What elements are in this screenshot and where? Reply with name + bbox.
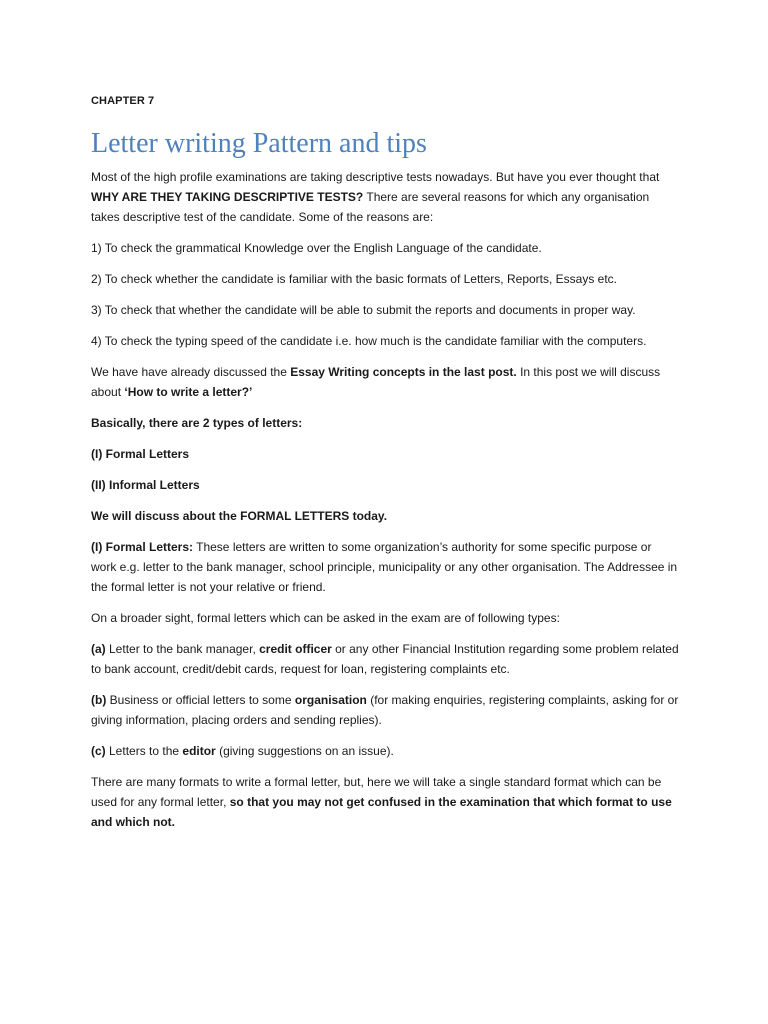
type-formal: [91, 444, 679, 464]
essay-text-1: We have have already discussed the: [91, 365, 291, 379]
reason-item-4: 4) To check the typing speed of the candidate i.e. how much is the candidate familiar with the computers.: [91, 334, 647, 348]
essay-text-2: In this post we will discuss about: [91, 365, 661, 399]
item-c-bold: editor: [182, 744, 216, 758]
item-a-marker: (a): [91, 642, 106, 656]
broader-paragraph: On a broader sight, formal letters which can be asked in the exam are of following types:: [91, 611, 560, 625]
item-c-text-2: (giving suggestions on an issue).: [215, 744, 394, 758]
item-b-text-2: (for making enquiries, registering complaints, asking for or giving information, placing orders and sending replies).: [91, 693, 679, 727]
item-c-marker: (c): [91, 744, 106, 758]
types-heading: [91, 413, 679, 433]
item-a: [91, 639, 679, 679]
page-title: Letter writing Pattern and tips: [91, 128, 427, 159]
formal-def-label: (I) Formal Letters:: [91, 540, 194, 554]
reason-item-3: 3) To check that whether the candidate will be able to submit the reports and documents in proper way.: [91, 303, 636, 317]
type-informal: [91, 475, 679, 495]
formal-definition: [91, 537, 679, 597]
item-c: [91, 741, 679, 761]
intro-bold-question: WHY ARE THEY TAKING DESCRIPTIVE TESTS?: [91, 190, 364, 204]
intro-text-2: There are several reasons for which any organisation takes descriptive test of the candidate. Some of the reasons are:: [91, 190, 650, 224]
discuss-line: [91, 506, 679, 526]
type-informal-text: (II) Informal Letters: [91, 478, 200, 492]
closing-text: There are many formats to write a formal letter, but, here we will take a single standard format which can be used for any formal letter,: [91, 775, 662, 809]
item-a-text-1: Letter to the bank manager,: [105, 642, 260, 656]
discuss-line-text: We will discuss about the FORMAL LETTERS today.: [91, 509, 388, 523]
item-b-bold: organisation: [294, 693, 367, 707]
intro-paragraph: [91, 167, 679, 227]
item-c-text-1: Letters to the: [105, 744, 183, 758]
essay-paragraph: [91, 362, 679, 402]
intro-text-1: Most of the high profile examinations are taking descriptive tests nowadays. But have you ever thought that: [91, 170, 660, 184]
closing-paragraph: [91, 772, 679, 832]
item-a-bold: credit officer: [259, 642, 332, 656]
reason-item-1: 1) To check the grammatical Knowledge over the English Language of the candidate.: [91, 241, 542, 255]
types-heading-text: Basically, there are 2 types of letters:: [91, 416, 303, 430]
document-body: [91, 94, 679, 843]
essay-bold-2: ‘How to write a letter?’: [124, 385, 253, 399]
chapter-label: CHAPTER 7: [91, 95, 155, 107]
item-b-text-1: Business or official letters to some: [106, 693, 295, 707]
item-b-marker: (b): [91, 693, 107, 707]
essay-bold-1: Essay Writing concepts in the last post.: [290, 365, 517, 379]
type-formal-text: (I) Formal Letters: [91, 447, 190, 461]
item-b: [91, 690, 679, 730]
closing-bold: so that you may not get confused in the examination that which format to use and which not.: [91, 795, 672, 829]
reason-item-2: 2) To check whether the candidate is familiar with the basic formats of Letters, Reports, Essays etc.: [91, 272, 618, 286]
item-a-text-2: or any other Financial Institution regarding some problem related to bank account, credit/debit cards, request for loan, registering complaints etc.: [91, 642, 679, 676]
formal-def-text: These letters are written to some organization’s authority for some specific purpose or work e.g. letter to the bank manager, school principle, municipality or any other organisation. The Addressee in the formal letter is not your relative or friend.: [91, 540, 678, 594]
